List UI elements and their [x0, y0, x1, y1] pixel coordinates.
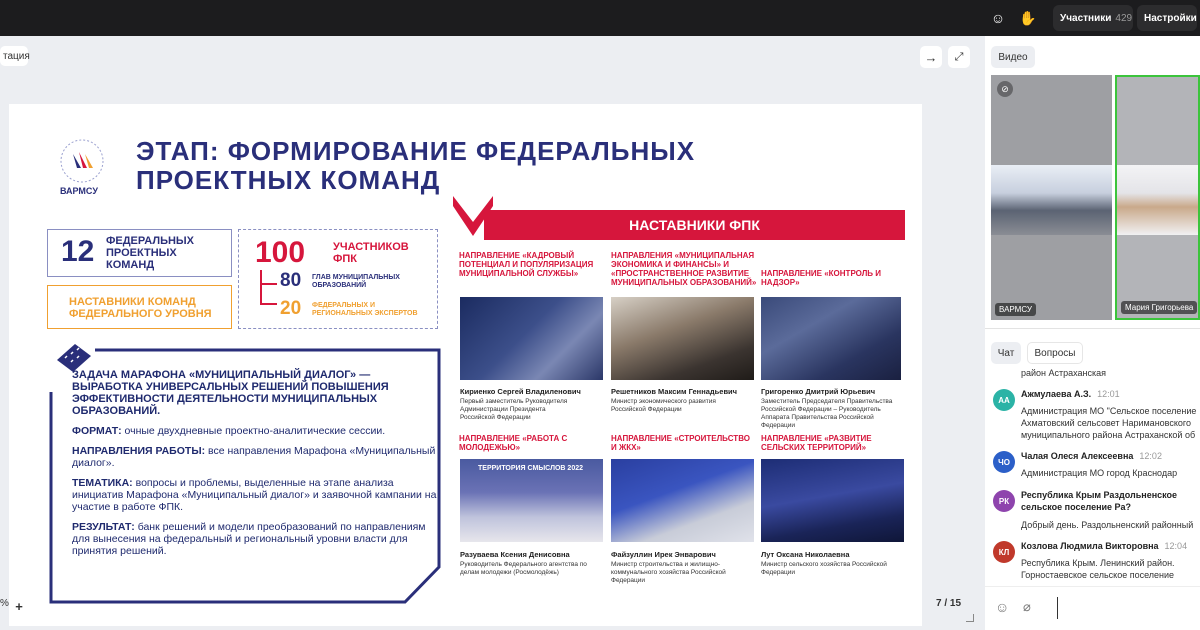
mentor-desc-6: Министр сельского хозяйства Российской Федерации — [761, 561, 887, 576]
slide-title-line2: ПРОЕКТНЫХ КОМАНД — [136, 165, 441, 195]
chat-text: муниципального района Астраханской об — [1021, 430, 1196, 440]
heads-number: 80 — [280, 270, 302, 291]
chat-text: Администрация МО "Сельское поселение — [1021, 406, 1197, 416]
chat-message — [993, 541, 1200, 581]
divider — [985, 328, 1200, 329]
mentor-photo-3 — [761, 297, 901, 380]
mic-off-icon: ⊘ — [997, 81, 1013, 97]
mentor-name-5: Файзуллин Ирек Энварович — [611, 550, 716, 559]
chat-tab-label: Чат — [997, 347, 1015, 359]
mentor-direction-6: НАПРАВЛЕНИЕ «РАЗВИТИЕ СЕЛЬСКИХ ТЕРРИТОРИЙ» — [761, 434, 872, 452]
mentor-name-3: Григоренко Дмитрий Юрьевич — [761, 387, 876, 396]
video-tile-1-name: ВАРМСУ — [995, 303, 1036, 316]
directions-key: НАПРАВЛЕНИЯ РАБОТЫ: — [72, 445, 206, 457]
result-key: РЕЗУЛЬТАТ: — [72, 521, 135, 533]
avatar: ЧО — [993, 451, 1015, 473]
experts-number: 20 — [280, 298, 302, 319]
format-key: ФОРМАТ: — [72, 425, 122, 437]
mentors-ribbon: НАСТАВНИКИ ФПК — [484, 210, 905, 240]
resize-handle-icon[interactable] — [966, 614, 974, 622]
questions-tab-label: Вопросы — [1034, 347, 1076, 359]
fullscreen-icon[interactable]: ⤢ — [948, 46, 970, 68]
mentor-desc-4: Руководитель Федерального агентства по делам молодежи (Росмолодёжь) — [460, 561, 587, 576]
mentor-name-6: Лут Оксана Николаевна — [761, 550, 850, 559]
participants-number: 100 — [255, 236, 306, 269]
mentor-name-2: Решетников Максим Геннадьевич — [611, 387, 738, 396]
raise-hand-icon[interactable]: ✋ — [1019, 9, 1037, 26]
mentor-direction-5: НАПРАВЛЕНИЕ «СТРОИТЕЛЬСТВО И ЖКХ» — [611, 434, 750, 452]
experts-label: ФЕДЕРАЛЬНЫХ И РЕГИОНАЛЬНЫХ ЭКСПЕРТОВ — [312, 302, 418, 317]
chat-message — [993, 451, 1200, 481]
zoom-value: % — [0, 598, 9, 609]
photo-caption: ТЕРРИТОРИЯ СМЫСЛОВ 2022 — [478, 465, 583, 472]
teams-label: ФЕДЕРАЛЬНЫХ ПРОЕКТНЫХ КОМАНД — [106, 235, 195, 271]
slide-title-line1: ЭТАП: ФОРМИРОВАНИЕ ФЕДЕРАЛЬНЫХ — [136, 136, 696, 166]
video-tile-1[interactable] — [991, 75, 1112, 320]
chat-author: Козлова Людмила Викторовна — [1021, 541, 1159, 551]
participants-label: Участники — [1060, 12, 1112, 24]
heads-label: ГЛАВ МУНИЦИПАЛЬНЫХ ОБРАЗОВАНИЙ — [312, 274, 400, 289]
chat-time: 12:01 — [1097, 389, 1120, 399]
mentor-desc-1: Первый заместитель Руководителя Администрации Президента Российской Федерации — [460, 398, 568, 421]
presentation-tab-label: тация — [3, 50, 30, 62]
questions-tab[interactable] — [1027, 342, 1083, 364]
next-arrow-icon[interactable]: → — [920, 46, 942, 68]
directions-value: все направления Марафона «Муниципальный диалог». — [72, 445, 436, 469]
video-tile-2-name: Мария Григорьева — [1121, 301, 1197, 314]
video-frame-1 — [991, 165, 1112, 235]
presentation-tab[interactable] — [0, 46, 28, 66]
page-indicator: 7 / 15 — [936, 598, 962, 609]
chat-time: 12:04 — [1164, 541, 1188, 551]
chat-author: Республика Крым Раздольненское — [1021, 490, 1178, 500]
chat-message-partial: район Астраханская — [1021, 368, 1107, 378]
mentor-direction-4: НАПРАВЛЕНИЕ «РАБОТА С МОЛОДЕЖЬЮ» — [459, 434, 568, 452]
video-tab-label: Видео — [998, 51, 1028, 63]
top-bar — [0, 0, 1200, 36]
settings-button[interactable] — [1137, 5, 1197, 31]
chat-tab[interactable] — [991, 342, 1021, 364]
chat-input[interactable] — [1057, 597, 1192, 619]
mentors-label: НАСТАВНИКИ КОМАНД ФЕДЕРАЛЬНОГО УРОВНЯ — [69, 296, 212, 320]
mentor-photo-6 — [761, 459, 904, 542]
result-value: банк решений и модели преобразований по направлениям для вынесения на федеральный и региональный уровни власти для принятия решений. — [72, 521, 426, 557]
video-tile-2[interactable] — [1115, 75, 1200, 320]
mentor-desc-3: Заместитель Председателя Правительства Российской Федерации – Руководитель Аппарата Правительства Российской Федерации — [761, 398, 893, 429]
settings-label: Настройки — [1144, 12, 1197, 24]
video-frame-2 — [1117, 165, 1200, 235]
presentation-stage — [0, 36, 985, 630]
chat-text: Республика Крым. Ленинский район. — [1021, 558, 1175, 568]
mentor-desc-2: Министр экономического развития Российской Федерации — [611, 398, 716, 413]
participants-count: 429 — [1115, 12, 1133, 24]
task-text — [72, 369, 442, 565]
bracket-lines — [259, 270, 279, 314]
mentor-photo-5 — [611, 459, 754, 542]
participants-fpk-label: УЧАСТНИКОВ ФПК — [333, 241, 409, 265]
mentor-photo-2 — [611, 297, 754, 380]
topics-key: ТЕМАТИКА: — [72, 477, 133, 489]
avatar: АА — [993, 389, 1015, 411]
chat-author: Чалая Олеся Алексеевна — [1021, 451, 1134, 461]
chat-author-line2: сельское поселение Ра? — [1021, 502, 1131, 512]
mentor-direction-3: НАПРАВЛЕНИЕ «КОНТРОЛЬ И НАДЗОР» — [761, 269, 882, 287]
participants-button[interactable] — [1053, 5, 1133, 31]
logo-text: ВАРМСУ — [60, 186, 98, 196]
mentor-name-4: Разуваева Ксения Денисовна — [460, 550, 570, 559]
format-value: очные двухдневные проектно-аналитические сессии. — [124, 425, 386, 437]
avatar: КЛ — [993, 541, 1015, 563]
mentor-name-1: Кириенко Сергей Владиленович — [460, 387, 581, 396]
video-tab[interactable] — [991, 46, 1035, 68]
chat-message — [993, 389, 1200, 439]
chat-text: Ахматовский сельсовет Наримановского — [1021, 418, 1191, 428]
mentor-photo-4 — [460, 459, 603, 542]
attach-icon[interactable]: ⌀ — [1023, 599, 1031, 614]
chat-author: Ажмулаева А.З. — [1021, 389, 1092, 399]
teams-number: 12 — [61, 235, 95, 268]
mentor-direction-1: НАПРАВЛЕНИЕ «КАДРОВЫЙ ПОТЕНЦИАЛ И ПОПУЛЯРИЗАЦИЯ МУНИЦИПАЛЬНОЙ СЛУЖБЫ» — [459, 251, 594, 278]
chat-text: Горностаевское сельское поселение — [1021, 570, 1175, 580]
chat-text: Добрый день. Раздольненский районный — [1021, 520, 1194, 530]
slide-title — [136, 137, 695, 195]
mentor-direction-2: НАПРАВЛЕНИЯ «МУНИЦИПАЛЬНАЯ ЭКОНОМИКА И ФИНАНСЫ» И «ПРОСТРАНСТВЕННОЕ РАЗВИТИЕ МУНИЦИПАЛЬНЫХ ОБРАЗОВАНИЙ» — [611, 251, 757, 287]
avatar: РК — [993, 490, 1015, 512]
emoji-icon[interactable]: ☺ — [990, 10, 1006, 26]
zoom-in-button[interactable]: + — [10, 597, 28, 615]
emoji-picker-icon[interactable]: ☺ — [995, 599, 1010, 615]
chat-input-bar — [985, 586, 1200, 630]
slide — [9, 104, 922, 626]
task-heading: ЗАДАЧА МАРАФОНА «МУНИЦИПАЛЬНЫЙ ДИАЛОГ» — ВЫРАБОТКА УНИВЕРСАЛЬНЫХ РЕШЕНИЙ ПОВЫШЕНИЯ ЭФФЕКТИВНОСТИ ДЕЯТЕЛЬНОСТИ МУНИЦИПАЛЬНЫХ ОБРАЗОВАНИЙ. — [72, 369, 389, 417]
chat-text: Администрация МО город Краснодар — [1021, 468, 1178, 478]
chat-message — [993, 490, 1200, 530]
chat-time: 12:02 — [1139, 451, 1162, 461]
varmsu-logo-icon — [59, 138, 105, 184]
mentor-photo-1 — [460, 297, 603, 380]
mentor-desc-5: Министр строительства и жилищно-коммунального хозяйства Российской Федерации — [611, 561, 726, 584]
topics-value: вопросы и проблемы, выделенные на этапе анализа инициатив Марафона «Муниципальный диалог» и заявочной кампании на участие в работе ФПК. — [72, 477, 437, 513]
right-panel — [985, 36, 1200, 630]
